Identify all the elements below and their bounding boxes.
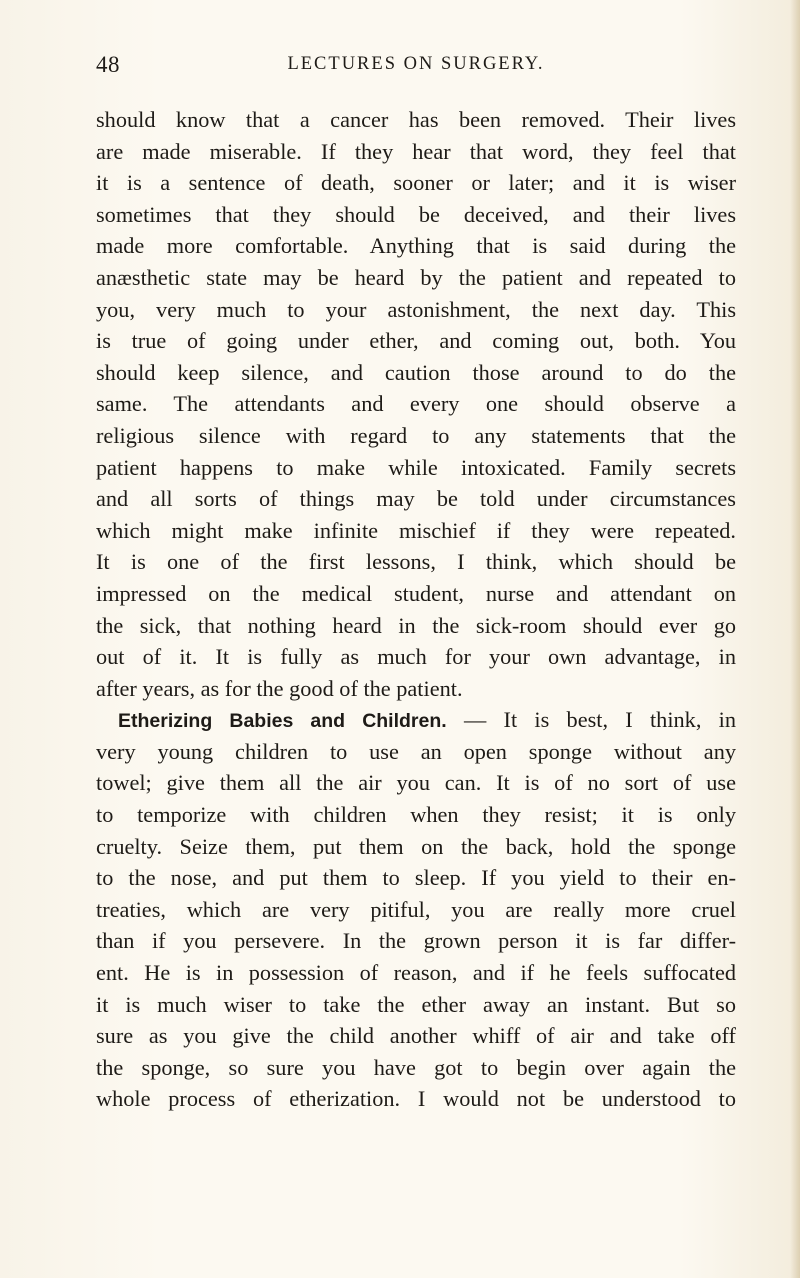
text-line: out of it. It is fully as much for your own advantage, in [96, 644, 736, 670]
text-line: should keep silence, and caution those around to do the [96, 359, 736, 385]
text-line: sure as you give the child another whiff of air and take off [96, 1023, 736, 1049]
text-line: towel; give them all the air you can. It is of no sort of use [96, 770, 736, 796]
text-line: very young children to use an open sponge without any [96, 738, 736, 764]
text-line: impressed on the medical student, nurse and attendant on [96, 580, 736, 606]
page-edge-shadow [790, 0, 800, 1278]
text-line: to temporize with children when they resist; it is only [96, 802, 736, 828]
text-line-with-heading [96, 704, 736, 736]
text-line: after years, as for the good of the patient. [96, 675, 463, 701]
paragraph-etherizing-children [96, 704, 736, 1115]
text-line: should know that a cancer has been removed. Their lives [96, 107, 736, 132]
text-line: treaties, which are very pitiful, you are really more cruel [96, 896, 736, 922]
text-line: you, very much to your astonishment, the next day. This [96, 296, 736, 322]
page-number: 48 [96, 52, 120, 77]
text-line: anæsthetic state may be heard by the patient and repeated to [96, 264, 736, 290]
text-line: sometimes that they should be deceived, and their lives [96, 201, 736, 227]
text-line: and all sorts of things may be told under circumstances [96, 486, 736, 512]
text-line: it is much wiser to take the ether away an instant. But so [96, 991, 736, 1017]
text-line: made more comfortable. Anything that is said during the [96, 233, 736, 259]
text-line: It is one of the first lessons, I think, which should be [96, 549, 736, 575]
text-line: is true of going under ether, and coming out, both. You [96, 328, 736, 354]
text-line: same. The attendants and every one should observe a [96, 391, 736, 417]
text-line: which might make infinite mischief if they were repeated. [96, 517, 736, 543]
text-line: patient happens to make while intoxicated. Family secrets [96, 454, 736, 480]
text-line: to the nose, and put them to sleep. If you yield to their en- [96, 865, 736, 891]
text-line: the sick, that nothing heard in the sick-room should ever go [96, 612, 736, 638]
running-title: LECTURES ON SURGERY. [287, 54, 545, 74]
text-line: ent. He is in possession of reason, and if he feels suffocated [96, 960, 736, 986]
text-line: cruelty. Seize them, put them on the back, hold the sponge [96, 833, 736, 859]
text-line: the sponge, so sure you have got to begin over again the [96, 1054, 736, 1080]
page-header [96, 52, 736, 82]
section-subheading: Etherizing Babies and Children. [118, 710, 447, 733]
text-run: — It is best, I think, in [446, 707, 736, 733]
text-line: are made miserable. If they hear that word, they feel that [96, 138, 736, 164]
text-line: it is a sentence of death, sooner or later; and it is wiser [96, 170, 736, 196]
text-line: than if you persevere. In the grown person it is far differ- [96, 928, 736, 954]
body-text [96, 104, 736, 1115]
text-line: religious silence with regard to any statements that the [96, 422, 736, 448]
text-line: whole process of etherization. I would not be understood to [96, 1086, 736, 1112]
paragraph-cancer-disclosure [96, 104, 736, 704]
